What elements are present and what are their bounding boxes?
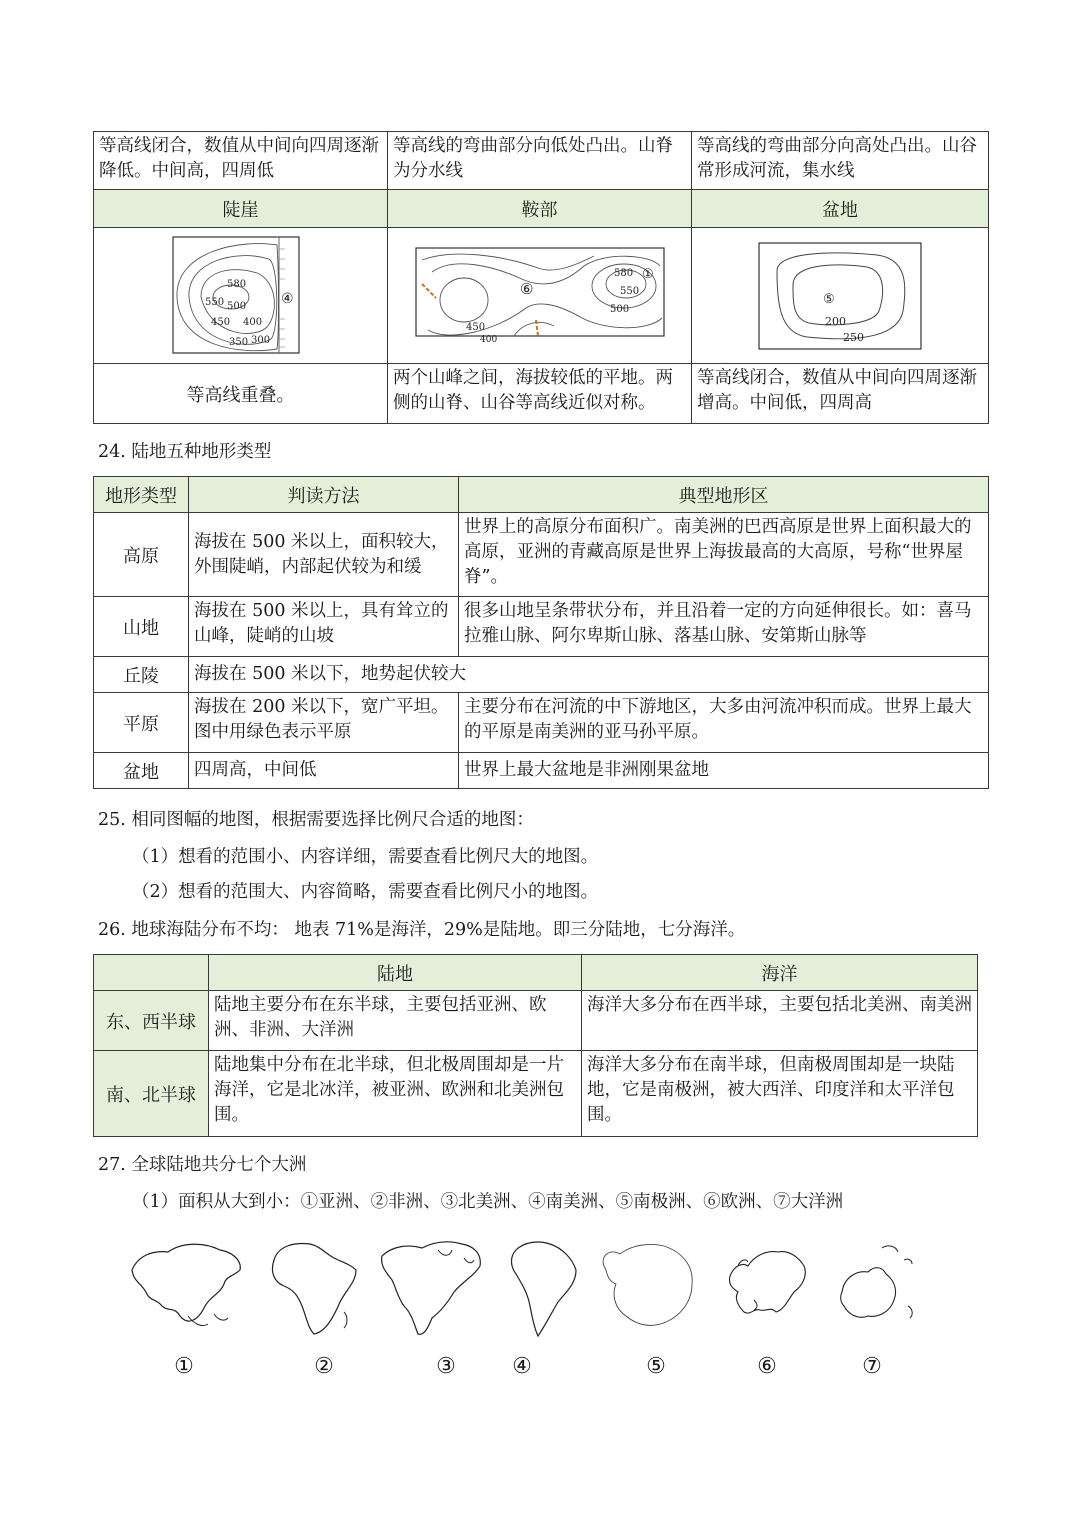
landform-method-cell: 海拔在 200 米以下，宽广平坦。图中用绿色表示平原 (189, 693, 459, 753)
north-america-outline-icon (378, 1236, 488, 1340)
landform-type-cell: 平原 (94, 693, 189, 753)
saddle-marker: ⑥ (519, 279, 533, 298)
africa-outline-icon (264, 1236, 364, 1340)
saddle-label-500: 500 (609, 303, 629, 315)
landform-method-cell: 四周高，中间低 (189, 753, 459, 789)
continent-number: ③ (436, 1354, 456, 1379)
header-ocean: 海洋 (582, 955, 978, 991)
header-land: 陆地 (209, 955, 582, 991)
section26-title: 26. 地球海陆分布不均： 地表 71%是海洋，29%是陆地。即三分陆地，七分海洋。 (98, 920, 746, 940)
landform-type-cell: 丘陵 (94, 657, 189, 693)
section25-title: 25. 相同图幅的地图，根据需要选择比例尺合适的地图： (98, 810, 534, 830)
landform-type-cell: 山地 (94, 597, 189, 657)
landform-region-cell: 主要分布在河流的中下游地区，大多由河流冲积而成。世界上最大的平原是南美洲的亚马孙平原。 (459, 693, 989, 753)
section27-item: （1）面积从大到小：①亚洲、②非洲、③北美洲、④南美洲、⑤南极洲、⑥欧洲、⑦大洋洲 (132, 1192, 844, 1212)
table-row (94, 597, 989, 657)
header-reading-method: 判读方法 (189, 477, 459, 513)
cliff-marker: ④ (280, 290, 294, 307)
header-landform-type: 地形类型 (94, 477, 189, 513)
cliff-label-300: 300 (250, 334, 270, 346)
table-row (94, 991, 978, 1051)
basin-contour-figure (757, 241, 923, 351)
oceania-outline-icon (834, 1236, 924, 1336)
cliff-label-500: 500 (226, 300, 246, 312)
landform-method-cell: 海拔在 500 米以下，地势起伏较大 (189, 657, 989, 693)
hemisphere-label-cell: 东、西半球 (94, 991, 209, 1051)
landform-method-cell: 海拔在 500 米以上，面积较大，外围陡峭，内部起伏较为和缓 (189, 513, 459, 597)
landform-type-cell: 盆地 (94, 753, 189, 789)
ocean-cell: 海洋大多分布在西半球，主要包括北美洲、南美洲 (582, 991, 978, 1051)
section25-item-2: （2）想看的范围大、内容简略，需要查看比例尺小的地图。 (132, 882, 599, 902)
saddle-peak-marker: ① (641, 266, 654, 282)
continent-number: ② (314, 1354, 334, 1379)
landform-types-table (93, 476, 989, 789)
basin-label-250: 250 (843, 330, 864, 344)
basin-marker: ⑤ (823, 291, 835, 307)
continent-outlines (120, 1236, 940, 1396)
section24-title: 24. 陆地五种地形类型 (98, 442, 272, 462)
header-typical-region: 典型地形区 (459, 477, 989, 513)
land-cell: 陆地集中分布在北半球，但北极周围却是一片海洋，它是北冰洋，被亚洲、欧洲和北美洲包围。 (209, 1051, 582, 1137)
section25-item-1: （1）想看的范围小、内容详细，需要查看比例尺大的地图。 (132, 847, 599, 867)
contour-landform-table (93, 131, 989, 424)
south-america-outline-icon (502, 1236, 582, 1340)
table-row (94, 657, 989, 693)
saddle-header: 鞍部 (388, 190, 692, 228)
cliff-figure-cell (94, 228, 388, 364)
cliff-contour-figure (171, 235, 311, 357)
landform-region-cell: 很多山地呈条带状分布，并且沿着一定的方向延伸很长。如：喜马拉雅山脉、阿尔卑斯山脉、落基山脉、安第斯山脉等 (459, 597, 989, 657)
saddle-contour-figure (414, 246, 666, 346)
saddle-label-580: 580 (613, 267, 633, 279)
asia-outline-icon (128, 1236, 246, 1336)
continent-number: ① (174, 1354, 194, 1379)
ridge-description-cell: 等高线的弯曲部分向低处凸出。山脊为分水线 (388, 132, 692, 190)
cliff-label-550: 550 (204, 296, 224, 308)
antarctica-outline-icon (594, 1236, 700, 1336)
table-row (94, 753, 989, 789)
saddle-figure-cell (388, 228, 692, 364)
saddle-label-550: 550 (619, 285, 639, 297)
basin-figure-cell (692, 228, 989, 364)
saddle-label-450: 450 (465, 321, 485, 333)
hemisphere-label-cell: 南、北半球 (94, 1051, 209, 1137)
cliff-header: 陡崖 (94, 190, 388, 228)
landform-region-cell: 世界上的高原分布面积广。南美洲的巴西高原是世界上面积最大的高原，亚洲的青藏高原是世界上海拔最高的大高原，号称“世界屋脊”。 (459, 513, 989, 597)
valley-description-cell: 等高线的弯曲部分向高处凸出。山谷常形成河流，集水线 (692, 132, 989, 190)
cliff-label-580: 580 (226, 278, 246, 290)
basin-label-200: 200 (825, 314, 846, 328)
basin-header: 盆地 (692, 190, 989, 228)
landform-region-cell: 世界上最大盆地是非洲刚果盆地 (459, 753, 989, 789)
continent-number: ④ (512, 1354, 532, 1379)
peak-description-cell: 等高线闭合，数值从中间向四周逐渐降低。中间高，四周低 (94, 132, 388, 190)
saddle-label-400: 400 (479, 334, 497, 345)
table-row (94, 693, 989, 753)
ocean-cell: 海洋大多分布在南半球，但南极周围却是一块陆地，它是南极洲，被大西洋、印度洋和太平洋包围。 (582, 1051, 978, 1137)
land-cell: 陆地主要分布在东半球，主要包括亚洲、欧洲、非洲、大洋洲 (209, 991, 582, 1051)
table-row (94, 513, 989, 597)
table-row (94, 1051, 978, 1137)
cliff-description-cell: 等高线重叠。 (94, 364, 388, 424)
section27-title: 27. 全球陆地共分七个大洲 (98, 1155, 307, 1175)
saddle-description-cell: 两个山峰之间，海拔较低的平地。两侧的山脊、山谷等高线近似对称。 (388, 364, 692, 424)
basin-description-cell: 等高线闭合，数值从中间向四周逐渐增高。中间低，四周高 (692, 364, 989, 424)
continent-number: ⑦ (862, 1354, 882, 1379)
cliff-label-350: 350 (228, 336, 248, 348)
landform-method-cell: 海拔在 500 米以上，具有耸立的山峰，陡峭的山坡 (189, 597, 459, 657)
landform-type-cell: 高原 (94, 513, 189, 597)
header-empty (94, 955, 209, 991)
europe-outline-icon (724, 1236, 814, 1336)
cliff-label-400: 400 (242, 316, 262, 328)
cliff-label-450: 450 (210, 316, 230, 328)
continent-number: ⑤ (646, 1354, 666, 1379)
land-ocean-table (93, 954, 978, 1137)
continent-number: ⑥ (757, 1354, 777, 1379)
